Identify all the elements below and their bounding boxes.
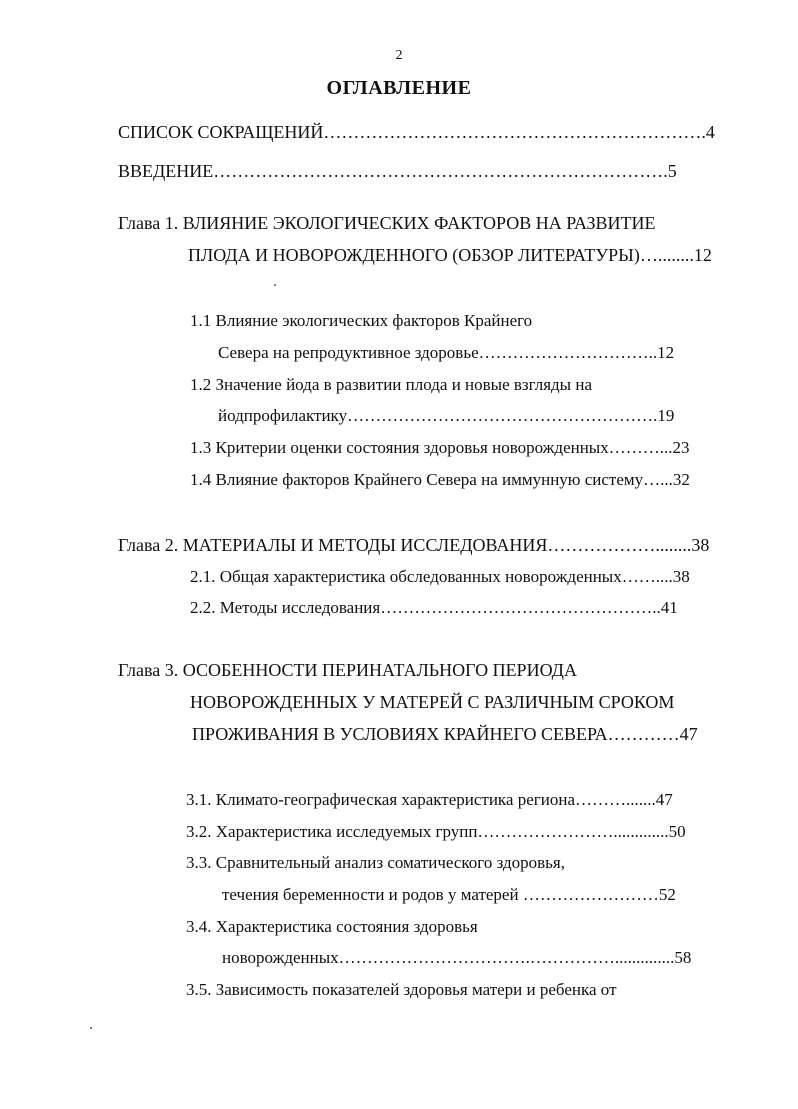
page-title: ОГЛАВЛЕНИЕ: [326, 77, 472, 99]
toc-introduction: ВВЕДЕНИЕ………………………………………………………………….5: [118, 161, 677, 181]
toc-chapter-2-title: Глава 2. МАТЕРИАЛЫ И МЕТОДЫ ИССЛЕДОВАНИЯ………………........38: [118, 535, 710, 555]
toc-section-2-1: 2.1. Общая характеристика обследованных новорожденных……....38: [190, 567, 690, 586]
scan-speck: [90, 1027, 92, 1029]
toc-section-1-3: 1.3 Критерии оценки состояния здоровья новорожденных………...23: [190, 438, 690, 457]
toc-section-3-3: 3.3. Сравнительный анализ соматического здоровья,: [186, 853, 565, 872]
toc-chapter-3-title: Глава 3. ОСОБЕННОСТИ ПЕРИНАТАЛЬНОГО ПЕРИОДА: [118, 660, 577, 680]
toc-chapter-1-title: Глава 1. ВЛИЯНИЕ ЭКОЛОГИЧЕСКИХ ФАКТОРОВ НА РАЗВИТИЕ: [118, 213, 656, 233]
toc-section-1-2: 1.2 Значение йода в развитии плода и новые взгляды на: [190, 375, 592, 394]
toc-section-1-1-cont: Севера на репродуктивное здоровье…………………………..12: [218, 343, 675, 362]
toc-section-1-1: 1.1 Влияние экологических факторов Крайнего: [190, 311, 533, 330]
toc-section-3-4-cont: новорожденных…………………………….……………..............58: [222, 948, 692, 967]
toc-section-3-4: 3.4. Характеристика состояния здоровья: [186, 917, 478, 936]
toc-section-3-3-cont: течения беременности и родов у матерей ……………………52: [222, 885, 676, 904]
toc-section-1-4: 1.4 Влияние факторов Крайнего Севера на иммунную систему…...32: [190, 470, 690, 489]
toc-section-2-2: 2.2. Методы исследования…………………………………………..41: [190, 598, 678, 617]
toc-abbreviations: СПИСОК СОКРАЩЕНИЙ……………………………………………………….4: [118, 122, 715, 142]
scan-speck: [274, 284, 276, 286]
toc-section-3-1: 3.1. Климато-географическая характеристика региона……….......47: [186, 790, 673, 809]
toc-chapter-3-title-cont-2: ПРОЖИВАНИЯ В УСЛОВИЯХ КРАЙНЕГО СЕВЕРА…………47: [192, 724, 698, 744]
toc-chapter-3-title-cont-1: НОВОРОЖДЕННЫХ У МАТЕРЕЙ С РАЗЛИЧНЫМ СРОКОМ: [190, 692, 675, 712]
toc-section-3-2: 3.2. Характеристика исследуемых групп…………………….............50: [186, 822, 686, 841]
toc-section-1-2-cont: йодпрофилактику……………………………………………….19: [218, 406, 675, 425]
page-number: 2: [395, 48, 403, 63]
toc-chapter-1-title-cont: ПЛОДА И НОВОРОЖДЕННОГО (ОБЗОР ЛИТЕРАТУРЫ)…........12: [188, 245, 712, 265]
toc-section-3-5: 3.5. Зависимость показателей здоровья матери и ребенка от: [186, 980, 617, 999]
